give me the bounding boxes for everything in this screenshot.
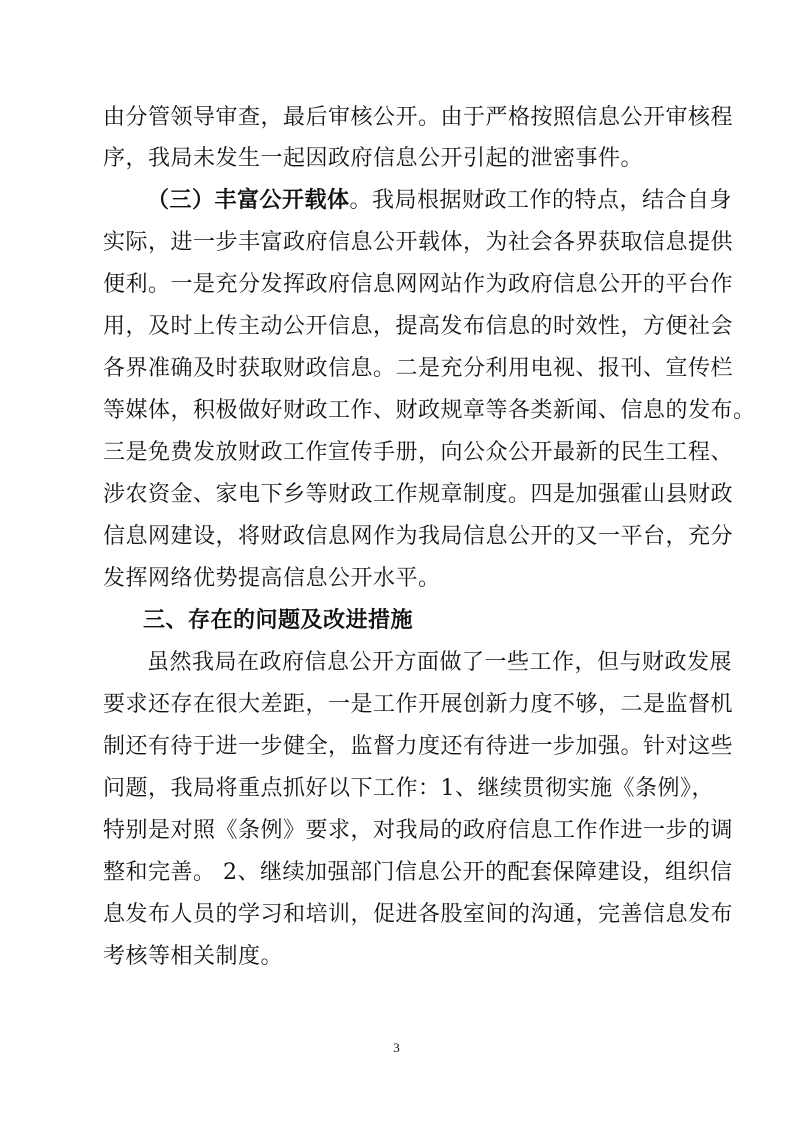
text-line: 三是免费发放财政工作宣传手册，向公众公开最新的民生工程、 xyxy=(103,440,734,465)
text-line: 序，我局未发生一起因政府信息公开引起的泄密事件。 xyxy=(103,146,644,171)
text-line: 息发布人员的学习和培训，促进各股室间的沟通，完善信息发布 xyxy=(103,902,734,927)
text-line: 由分管领导审查，最后审核公开。由于严格按照信息公开审核程 xyxy=(103,105,734,130)
text-line: 等媒体，积极做好财政工作、财政规章等各类新闻、信息的发布。 xyxy=(103,398,756,423)
text-line: 发挥网络优势提高信息公开水平。 xyxy=(103,566,441,591)
text-line: 制还有待于进一步健全，监督力度还有待进一步加强。针对这些 xyxy=(103,734,734,759)
text-line: 要求还存在很大差距，一是工作开展创新力度不够，二是监督机 xyxy=(103,692,734,717)
text-line: 特别是对照《条例》要求，对我局的政府信息工作作进一步的调 xyxy=(103,818,734,843)
text-line: 涉农资金、家电下乡等财政工作规章制度。四是加强霍山县财政 xyxy=(103,482,734,507)
page-number: 3 xyxy=(393,1040,400,1055)
subsection-heading: （三）丰富公开载体 xyxy=(147,188,350,213)
text-line: 整和完善。 2、继续加强部门信息公开的配套保障建设，组织信 xyxy=(103,860,733,885)
text-line: 各界准确及时获取财政信息。二是充分利用电视、报刊、宣传栏 xyxy=(103,356,734,381)
text-line: 用，及时上传主动公开信息，提高发布信息的时效性，方便社会 xyxy=(103,314,734,339)
text-line: 虽然我局在政府信息公开方面做了一些工作，但与财政发展 xyxy=(147,650,733,675)
text-fragment: 。我局根据财政工作的特点，结合自身 xyxy=(349,188,733,213)
text-line: 考核等相关制度。 xyxy=(103,944,284,969)
text-line: 信息网建设，将财政信息网作为我局信息公开的又一平台，充分 xyxy=(103,524,734,549)
subsection-first-line xyxy=(147,181,747,221)
text-line: 实际，进一步丰富政府信息公开载体，为社会各界获取信息提供 xyxy=(103,230,734,255)
text-line: 问题，我局将重点抓好以下工作：1、继续贯彻实施《条例》， xyxy=(103,776,714,801)
section-heading: 三、存在的问题及改进措施 xyxy=(143,608,414,633)
text-line: 便利。一是充分发挥政府信息网网站作为政府信息公开的平台作 xyxy=(103,272,734,297)
